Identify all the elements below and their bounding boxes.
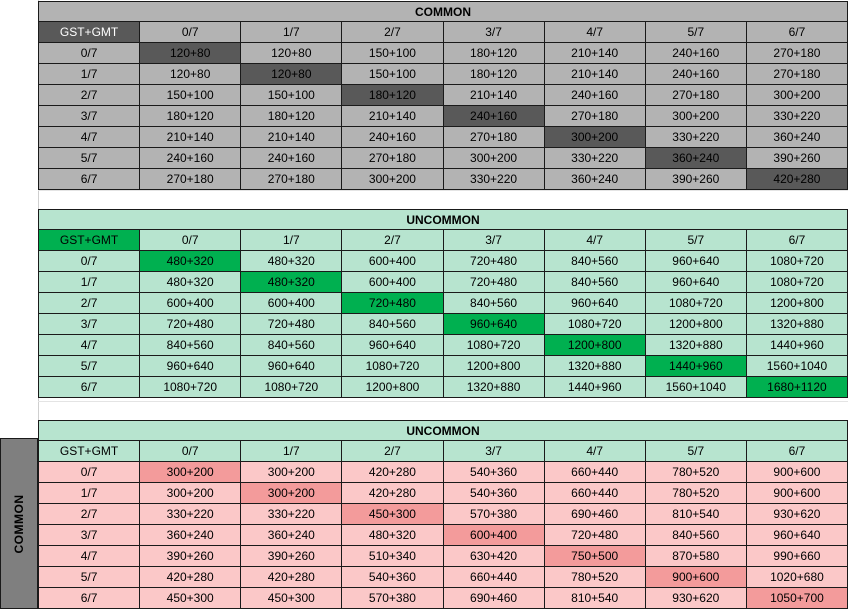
table-cell: 390+260: [645, 169, 746, 190]
table-cell: 240+160: [241, 148, 342, 169]
table-cell: 540+360: [342, 567, 443, 588]
column-header: 0/7: [140, 22, 241, 43]
diagonal-cell: 300+200: [544, 127, 645, 148]
diagonal-cell: 1680+1120: [746, 377, 847, 398]
row-label: 5/7: [39, 356, 140, 377]
table-cell: 240+160: [342, 127, 443, 148]
table-cell: 1560+1040: [746, 356, 847, 377]
table-cell: 390+260: [241, 546, 342, 567]
table-cell: 330+220: [241, 504, 342, 525]
table-cell: 420+280: [241, 567, 342, 588]
table-cell: 480+320: [241, 251, 342, 272]
diagonal-cell: 1200+800: [544, 335, 645, 356]
table-cell: 1080+720: [241, 377, 342, 398]
table-title-row: [39, 210, 848, 230]
table-cell: 270+180: [544, 106, 645, 127]
table-cell: 780+520: [645, 483, 746, 504]
common-table-body: [39, 2, 848, 190]
side-label-common: [0, 438, 38, 609]
row-label: 0/7: [39, 251, 140, 272]
table-title-row: [39, 421, 848, 441]
column-header-row: [39, 230, 848, 251]
table-cell: 870+580: [645, 546, 746, 567]
table-cell: 1200+800: [746, 293, 847, 314]
uncommon-table-body: [39, 210, 848, 398]
table-cell: 660+440: [544, 483, 645, 504]
separator: [38, 401, 848, 402]
table-cell: 420+280: [140, 567, 241, 588]
table-cell: 330+220: [645, 127, 746, 148]
table-cell: 210+140: [140, 127, 241, 148]
table-cell: 1320+880: [645, 335, 746, 356]
table-cell: 780+520: [645, 462, 746, 483]
table-cell: 1440+960: [746, 335, 847, 356]
table-cell: 390+260: [746, 148, 847, 169]
table-row: [39, 377, 848, 398]
row-label: 1/7: [39, 64, 140, 85]
table-cell: 420+280: [342, 483, 443, 504]
table-cell: 1200+800: [645, 314, 746, 335]
table-cell: 330+220: [544, 148, 645, 169]
table-cell: 270+180: [645, 85, 746, 106]
table-row: [39, 169, 848, 190]
row-label: 2/7: [39, 85, 140, 106]
diagonal-cell: 450+300: [342, 504, 443, 525]
table-cell: 1320+880: [544, 356, 645, 377]
table-cell: 1080+720: [746, 272, 847, 293]
table-cell: 780+520: [544, 567, 645, 588]
table-cell: 540+360: [443, 483, 544, 504]
table-cell: 1080+720: [443, 335, 544, 356]
diagonal-cell: 120+80: [241, 64, 342, 85]
diagonal-cell: 300+200: [241, 483, 342, 504]
table-cell: 840+560: [241, 335, 342, 356]
table-cell: 210+140: [544, 64, 645, 85]
table-cell: 1200+800: [342, 377, 443, 398]
table-cell: 180+120: [443, 64, 544, 85]
corner-header: GST+GMT: [39, 230, 140, 251]
diagonal-cell: 600+400: [443, 525, 544, 546]
table-cell: 180+120: [140, 106, 241, 127]
row-label: 1/7: [39, 483, 140, 504]
left-margin-strip: [0, 0, 39, 438]
column-header: 0/7: [140, 230, 241, 251]
table-cell: 720+480: [140, 314, 241, 335]
table-row: [39, 356, 848, 377]
table-cell: 360+240: [140, 525, 241, 546]
table-row: [39, 462, 848, 483]
table-cell: 810+540: [544, 588, 645, 609]
table-cell: 840+560: [140, 335, 241, 356]
table-cell: 240+160: [140, 148, 241, 169]
diagonal-cell: 420+280: [746, 169, 847, 190]
table-cell: 270+180: [140, 169, 241, 190]
row-label: 5/7: [39, 148, 140, 169]
table-cell: 150+100: [241, 85, 342, 106]
diagonal-cell: 120+80: [140, 43, 241, 64]
row-label: 2/7: [39, 293, 140, 314]
column-header: 1/7: [241, 22, 342, 43]
table-cell: 120+80: [241, 43, 342, 64]
column-header: 6/7: [746, 230, 847, 251]
table-cell: 300+200: [342, 169, 443, 190]
table-cell: 810+540: [645, 504, 746, 525]
table-cell: 960+640: [140, 356, 241, 377]
column-header-row: [39, 22, 848, 43]
row-label: 6/7: [39, 377, 140, 398]
diagonal-cell: 1440+960: [645, 356, 746, 377]
table-cell: 840+560: [645, 525, 746, 546]
table-cell: 690+460: [544, 504, 645, 525]
table-cell: 150+100: [140, 85, 241, 106]
row-label: 5/7: [39, 567, 140, 588]
table-cell: 420+280: [342, 462, 443, 483]
table-cell: 960+640: [544, 293, 645, 314]
column-header: 4/7: [544, 441, 645, 462]
table-cell: 180+120: [443, 43, 544, 64]
table-cell: 1080+720: [342, 356, 443, 377]
table-cell: 660+440: [443, 567, 544, 588]
table-cell: 600+400: [241, 293, 342, 314]
table-row: [39, 64, 848, 85]
table-cell: 840+560: [443, 293, 544, 314]
corner-header: GST+GMT: [39, 441, 140, 462]
table-cell: 360+240: [746, 127, 847, 148]
table-cell: 900+600: [746, 462, 847, 483]
diagonal-cell: 480+320: [140, 251, 241, 272]
column-header-row: [39, 441, 848, 462]
table-cell: 690+460: [443, 588, 544, 609]
side-label-text: COMMON: [12, 494, 26, 553]
table-cell: 720+480: [443, 251, 544, 272]
table-cell: 270+180: [342, 148, 443, 169]
diagonal-cell: 750+500: [544, 546, 645, 567]
row-label: 4/7: [39, 335, 140, 356]
column-header: 2/7: [342, 230, 443, 251]
column-header: 3/7: [443, 441, 544, 462]
table-row: [39, 85, 848, 106]
diagonal-cell: 180+120: [342, 85, 443, 106]
table-cell: 960+640: [241, 356, 342, 377]
table-cell: 210+140: [342, 106, 443, 127]
row-label: 4/7: [39, 546, 140, 567]
table-cell: 510+340: [342, 546, 443, 567]
separator: [38, 190, 848, 191]
table-cell: 300+200: [443, 148, 544, 169]
table-row: [39, 251, 848, 272]
table-cell: 360+240: [544, 169, 645, 190]
table-cell: 1020+680: [746, 567, 847, 588]
table-cell: 600+400: [140, 293, 241, 314]
table-cell: 270+180: [746, 64, 847, 85]
column-header: 4/7: [544, 230, 645, 251]
column-header: 4/7: [544, 22, 645, 43]
row-label: 6/7: [39, 588, 140, 609]
uncommon-common-table-body: [39, 421, 848, 609]
diagonal-cell: 960+640: [443, 314, 544, 335]
table-cell: 240+160: [645, 43, 746, 64]
table-cell: 390+260: [140, 546, 241, 567]
common-table: [38, 1, 848, 190]
diagonal-cell: 720+480: [342, 293, 443, 314]
table-cell: 450+300: [140, 588, 241, 609]
table-cell: 300+200: [241, 462, 342, 483]
column-header: 3/7: [443, 230, 544, 251]
table-title: UNCOMMON: [39, 421, 848, 441]
table-cell: 270+180: [241, 169, 342, 190]
row-label: 2/7: [39, 504, 140, 525]
table-cell: 720+480: [241, 314, 342, 335]
table-row: [39, 588, 848, 609]
table-cell: 840+560: [544, 272, 645, 293]
table-row: [39, 504, 848, 525]
column-header: 3/7: [443, 22, 544, 43]
table-cell: 1080+720: [544, 314, 645, 335]
table-cell: 1200+800: [443, 356, 544, 377]
table-title: UNCOMMON: [39, 210, 848, 230]
table-cell: 150+100: [342, 43, 443, 64]
table-cell: 930+620: [746, 504, 847, 525]
uncommon-common-table: [38, 420, 848, 609]
table-cell: 1560+1040: [645, 377, 746, 398]
diagonal-cell: 900+600: [645, 567, 746, 588]
column-header: 1/7: [241, 441, 342, 462]
table-row: [39, 335, 848, 356]
table-cell: 960+640: [645, 272, 746, 293]
table-cell: 720+480: [443, 272, 544, 293]
table-cell: 840+560: [544, 251, 645, 272]
table-cell: 600+400: [342, 272, 443, 293]
table-cell: 600+400: [342, 251, 443, 272]
row-label: 6/7: [39, 169, 140, 190]
table-cell: 480+320: [140, 272, 241, 293]
table-cell: 330+220: [443, 169, 544, 190]
table-cell: 1440+960: [544, 377, 645, 398]
table-row: [39, 483, 848, 504]
table-row: [39, 314, 848, 335]
column-header: 1/7: [241, 230, 342, 251]
table-cell: 570+380: [443, 504, 544, 525]
table-cell: 900+600: [746, 483, 847, 504]
diagonal-cell: 360+240: [645, 148, 746, 169]
table-cell: 210+140: [241, 127, 342, 148]
corner-header: GST+GMT: [39, 22, 140, 43]
table-cell: 300+200: [140, 483, 241, 504]
diagonal-cell: 480+320: [241, 272, 342, 293]
table-cell: 270+180: [443, 127, 544, 148]
table-cell: 480+320: [342, 525, 443, 546]
table-cell: 360+240: [241, 525, 342, 546]
table-row: [39, 43, 848, 64]
row-label: 3/7: [39, 525, 140, 546]
table-cell: 210+140: [443, 85, 544, 106]
table-cell: 1080+720: [746, 251, 847, 272]
table-cell: 210+140: [544, 43, 645, 64]
table-cell: 330+220: [746, 106, 847, 127]
table-cell: 300+200: [746, 85, 847, 106]
table-row: [39, 272, 848, 293]
table-cell: 240+160: [544, 85, 645, 106]
table-cell: 930+620: [645, 588, 746, 609]
table-row: [39, 148, 848, 169]
table-cell: 960+640: [645, 251, 746, 272]
table-title-row: [39, 2, 848, 22]
column-header: 2/7: [342, 22, 443, 43]
table-cell: 540+360: [443, 462, 544, 483]
row-label: 3/7: [39, 106, 140, 127]
row-label: 0/7: [39, 462, 140, 483]
table-cell: 1080+720: [645, 293, 746, 314]
table-row: [39, 525, 848, 546]
table-cell: 660+440: [544, 462, 645, 483]
column-header: 6/7: [746, 22, 847, 43]
table-row: [39, 106, 848, 127]
diagonal-cell: 240+160: [443, 106, 544, 127]
table-cell: 960+640: [342, 335, 443, 356]
row-label: 0/7: [39, 43, 140, 64]
table-cell: 570+380: [342, 588, 443, 609]
table-row: [39, 127, 848, 148]
table-cell: 270+180: [746, 43, 847, 64]
column-header: 2/7: [342, 441, 443, 462]
diagonal-cell: 1050+700: [746, 588, 847, 609]
table-cell: 240+160: [645, 64, 746, 85]
row-label: 4/7: [39, 127, 140, 148]
column-header: 5/7: [645, 441, 746, 462]
table-row: [39, 293, 848, 314]
table-cell: 300+200: [645, 106, 746, 127]
diagonal-cell: 300+200: [140, 462, 241, 483]
table-cell: 1320+880: [746, 314, 847, 335]
column-header: 5/7: [645, 22, 746, 43]
table-cell: 1320+880: [443, 377, 544, 398]
table-cell: 180+120: [241, 106, 342, 127]
row-label: 3/7: [39, 314, 140, 335]
table-title: COMMON: [39, 2, 848, 22]
table-cell: 450+300: [241, 588, 342, 609]
table-row: [39, 567, 848, 588]
column-header: 0/7: [140, 441, 241, 462]
table-cell: 150+100: [342, 64, 443, 85]
column-header: 5/7: [645, 230, 746, 251]
column-header: 6/7: [746, 441, 847, 462]
table-cell: 120+80: [140, 64, 241, 85]
row-label: 1/7: [39, 272, 140, 293]
table-cell: 630+420: [443, 546, 544, 567]
table-cell: 720+480: [544, 525, 645, 546]
table-row: [39, 546, 848, 567]
table-cell: 990+660: [746, 546, 847, 567]
table-cell: 330+220: [140, 504, 241, 525]
uncommon-table: [38, 209, 848, 398]
table-cell: 840+560: [342, 314, 443, 335]
table-cell: 960+640: [746, 525, 847, 546]
table-cell: 1080+720: [140, 377, 241, 398]
